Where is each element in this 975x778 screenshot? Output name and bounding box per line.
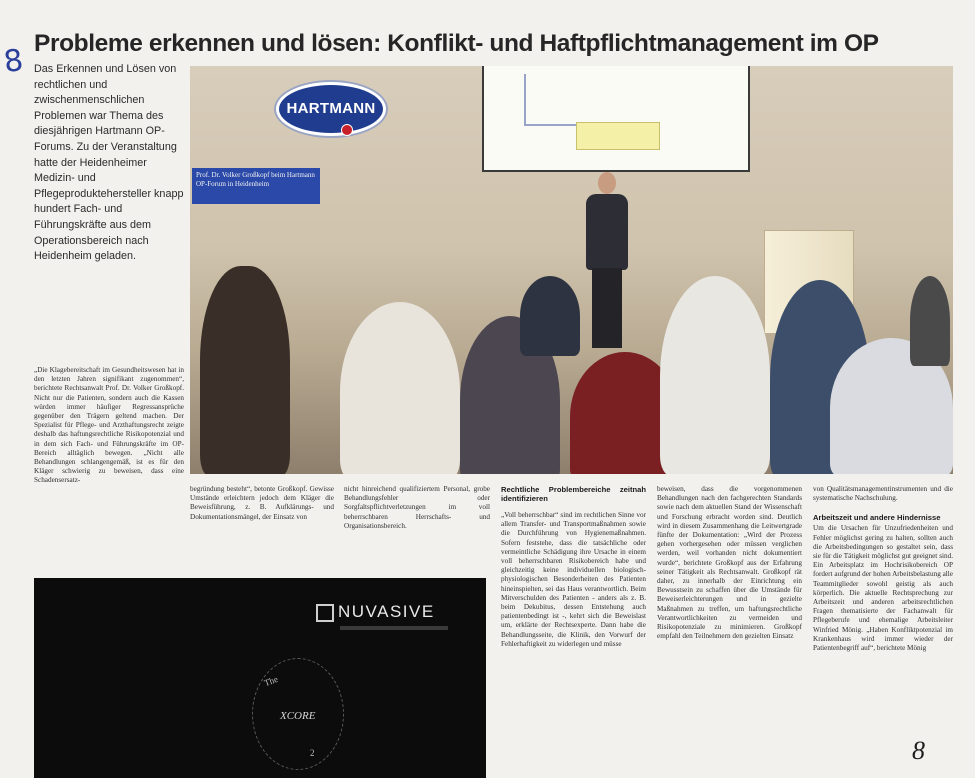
ad-word: The [262,673,280,689]
hartmann-cross-icon [341,124,353,136]
article-intro: Das Erkennen und Lösen von rechtlichen und zwischenmenschlichen Problemen war Thema des diesjährigen Hartmann OP-Forums. Zu der Veranstaltung hatte der Heidenheimer Medizin- und Pflegeproduktehersteller knapp hundert Fach- und Führungskräfte aus dem Operationsbereich nach Heidenheim geladen. [34,63,184,263]
article-title: Probleme erkennen und lösen: Konflikt- und Haftpflichtmanagement im OP [34,30,879,58]
body-column-6 [813,485,953,653]
body-column-5: beweisen, dass die vorgenommenen Behandlungen nach den fachgerechten Standards sowie nach dem aktuellen Stand der Wissenschaft und Forschung erbracht worden sind. Deutlich wird in diesem Zusammenhang die Leitwertgrade fünfte der Dokumentation: „Wird der Prozess gehen vorhergesehen oder müssen verglichen werden, weil vorhanden nicht dokumentiert wurde“, berichtete Großkopf aus der Erfahrung seiner Tätigkeit als Rechtsanwalt. Großkopf rät daher, zu innerhalb der Einrichtung ein Bewusstsein zu schaffen über die Umstände für Beweiserleichterungen und in gezielte Maßnahmen zu treffen, um haftungsrechtliche Verantwortlichkeiten zu vermeiden und Risikopotenziale zu minimieren. Großkopf empfahl den Teilnehmern den gezielten Einsatz [657,485,802,641]
section-heading: Arbeitszeit und andere Hindernisse [813,513,941,523]
photo-caption: Prof. Dr. Volker Großkopf beim Hartmann OP-Forum in Heidenheim [192,168,320,204]
audience-member [340,302,460,474]
projection-screen [482,66,750,172]
ad-product: XCORE [280,710,316,722]
slide-diagram [524,74,646,126]
body-column-2: begründung besteht“, betonte Großkopf. Gewisse Umstände erleichtern jedoch dem Kläger die Beweisführung, z. B. Aufklärungs- und Dokumentationsmängel, der Einsatz von [190,485,334,521]
audience-member [200,266,290,474]
audience-member [910,276,950,366]
slide-highlight-box [576,122,660,150]
nuvasive-logo [316,602,435,622]
hartmann-logo: HARTMANN [276,82,386,136]
page-number: 8 [912,736,925,765]
nuvasive-advertisement [34,578,486,778]
article-photo [190,66,953,474]
body-column-3: nicht hinreichend qualifiziertem Personal, grobe Behandlungsfehler oder Sorgfaltspflichtverletzungen im voll beherrschbaren Herrschafts- und Organisationsbereich. [344,485,490,530]
body-column-4 [501,485,646,649]
ad-brand: NUVASIVE [338,602,435,621]
body-text: Um die Ursachen für Unzufriedenheiten und Fehler möglichst gering zu halten, sollten auch die Arbeitsbedingungen so gestaltet sein, dass sie für die Tätigkeit möglichst gut geeignet sind. Ein Arbeitsplatz im Hochrisikobereich OP fordert aufgrund der hohen Arbeitsbelastung alle Teammitglieder sowohl geistig als auch körperlich. Die aktuelle Rechtsprechung zur Arbeitszeit und anderen arbeitsrechtlichen Fragen thematisierte der Fachanwalt für Pflegeberufe und ehemalige Arbeitsleiter Winfried Mönig. „Haben Konfliktpotenzial im Krankenhaus wird immer wieder der Patientenbegriff auf“, berichtete Mönig [813,524,953,653]
body-text: „Voll beherrschbar“ sind im rechtlichen Sinne vor allem Transfer- und Transportmaßnahmen sowie die Durchführung von Hygienemaßnahmen. Sofern feststehe, dass die tatsächliche oder vermeintliche Schädigung ihre Ursache in einem voll beherrschbaren Risikobereich habe und gleichzeitig keine individuellen biologisch-physiologischen Besonderheiten des Patienten hineinspielten, sei das Haus verantwortlich. Beim Mitverschulden des Patienten - anders als z. B. beim Dekubitus, dessen Entstehung auch patientenbedingt ist -, kehrt sich die Beweislast um, erklärte der Rechtsexperte. Dann habe die Behandlungsseite, die Klinik, den Vorwurf der Fehlerhaftigkeit zu widerlegen und müsse [501,511,646,648]
section-heading: Rechtliche Problembereiche zeitnah identifizieren [501,485,646,503]
handwritten-mark-icon: 8 [1,42,26,81]
body-column-1: „Die Klagebereitschaft im Gesundheitswesen hat in den letzten Jahren signifikant zugenommen“, berichtete Rechtsanwalt Prof. Dr. Volker Großkopf. Nicht nur die Patienten, sondern auch die Kassen würden immer häufiger Regressansprüche gegenüber den Trägern geltend machen. Der Spezialist für Pflege- und Arzthaftungsrecht zeigte deshalb das haftungsrechtliche Risikopotenzial und in dem sich Fach- und Führungskräfte im OP-Bereich alltäglich bewegen. „Nicht alle Behandlungen schlangengemäß, ist es für den Kläger schwierig zu beweisen, dass eine Schadensersatz- [34,366,184,485]
ad-tagline-bar [340,626,448,630]
nuvasive-mark-icon [316,604,334,622]
audience-member [660,276,770,474]
ad-word: 2 [310,748,315,758]
body-text: von Qualitätsmanagementinstrumenten und die systematische Nachschulung. [813,485,953,503]
audience-member [520,276,580,356]
speaker-figure [582,172,632,352]
